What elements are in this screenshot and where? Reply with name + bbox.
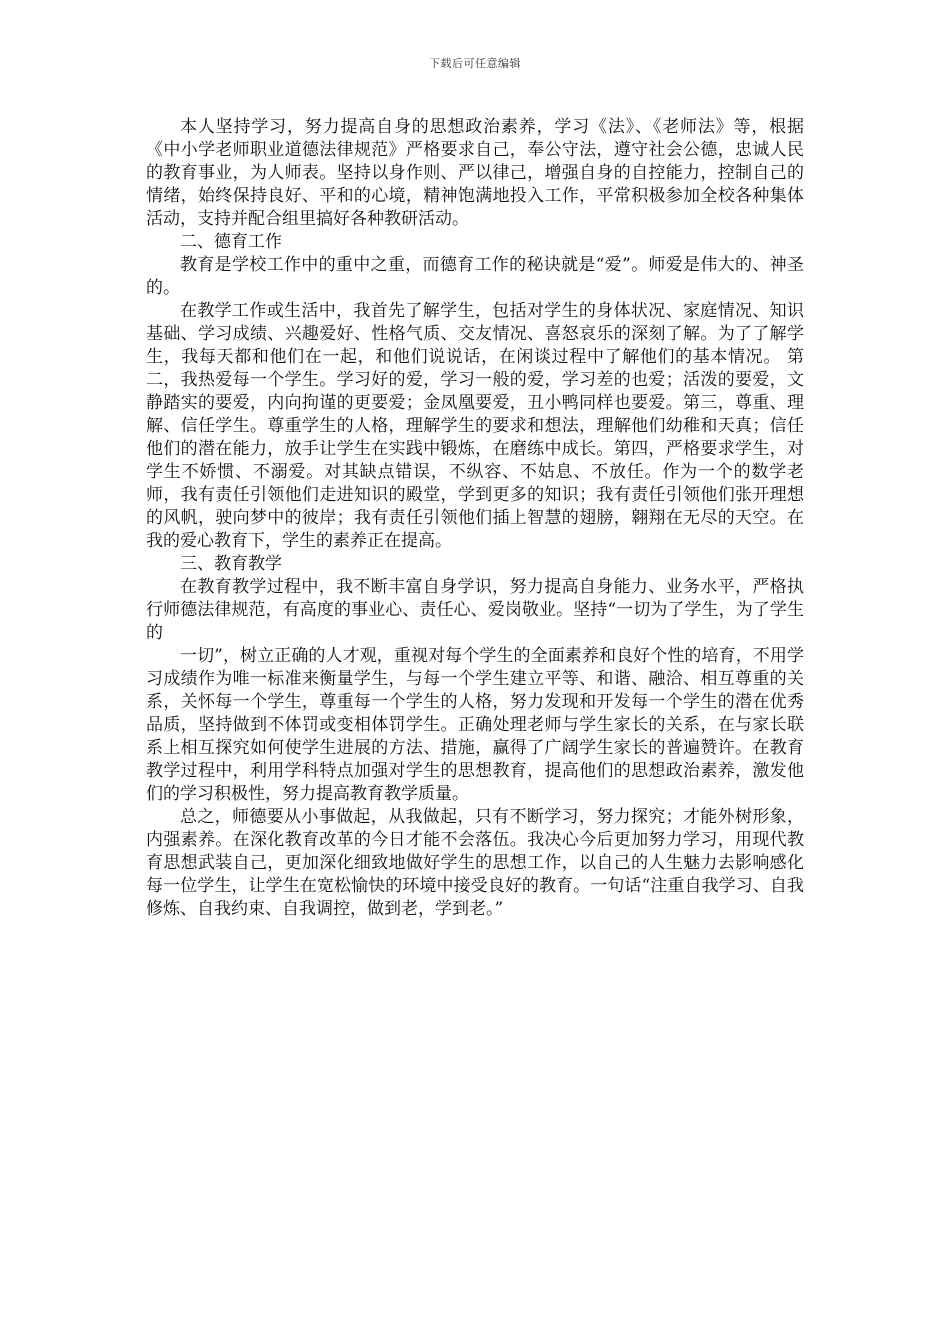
paragraph-intro: 本人坚持学习，努力提高自身的思想政治素养，学习《法》、《老师法》等，根据《中小学老师职业道德法律规范》严格要求自己，奉公守法，遵守社会公德，忠诚人民的教育事业，为人师表。坚持以身作则、严以律己，增强自身的自控能力，控制自己的情绪，始终保持良好、平和的心境，精神饱满地投入工作，平常积极参加全校各种集体活动，支持并配合组里搞好各种教研活动。 (146, 117, 804, 229)
paragraph-understanding-students: 在教学工作或生活中，我首先了解学生，包括对学生的身体状况、家庭情况、知识基础、学习成绩、兴趣爱好、性格气质、交友情况、喜怒哀乐的深刻了解。为了了解学生，我每天都和他们在一起，和他们说说话，在闲谈过程中了解他们的基本情况。 第二，我热爱每一个学生。学习好的爱，学习一般的爱，学习差的也爱；活泼的要爱，文静踏实的要爱，内向拘谨的更要爱；金凤凰要爱，丑小鸭同样也要爱。第三，尊重、理解、信任学生。尊重学生的人格，理解学生的要求和想法，理解他们幼稚和天真；信任他们的潜在能力，放手让学生在实践中锻炼，在磨练中成长。第四，严格要求学生，对学生不娇惯、不溺爱。对其缺点错误，不纵容、不姑息、不放任。作为一个的数学老师，我有责任引领他们走进知识的殿堂，学到更多的知识；我有责任引领他们张开理想的风帆，驶向梦中的彼岸；我有责任引领他们插上智慧的翅膀，翱翔在无尽的天空。在我的爱心教育下，学生的素养正在提高。 (146, 301, 804, 551)
page-header: 下载后可任意编辑 (429, 57, 521, 70)
paragraph-conclusion: 总之，师德要从小事做起，从我做起，只有不断学习，努力探究；才能外树形象，内强素养。在深化教育改革的今日才能不会落伍。我决心今后更加努力学习，用现代教育思想武装自己，更加深化细致地做好学生的思想工作，以自己的人生魅力去影响感化每一位学生，让学生在宽松愉快的环境中接受良好的教育。一句话“注重自我学习、自我修炼、自我约束、自我调控，做到老，学到老。” (146, 807, 804, 919)
paragraph-moral-love: 教育是学校工作中的重中之重，而德育工作的秘诀就是“爱”。师爱是伟大的、神圣的。 (146, 255, 804, 298)
section-heading-moral-education: 二、德育工作 (180, 232, 282, 252)
document-body (146, 116, 804, 921)
paragraph-teaching-process: 在教育教学过程中，我不断丰富自身学识，努力提高自身能力、业务水平，严格执行师德法律规范，有高度的事业心、责任心、爱岗敬业。坚持“一切为了学生，为了学生的 (146, 577, 804, 643)
paragraph-teaching-continued: 一切”，树立正确的人才观，重视对每个学生的全面素养和良好个性的培育，不用学习成绩作为唯一标准来衡量学生，与每一个学生建立平等、和谐、融洽、相互尊重的关系，关怀每一个学生，尊重每一个学生的人格，努力发现和开发每一个学生的潜在优秀品质，坚持做到不体罚或变相体罚学生。正确处理老师与学生家长的关系，在与家长联系上相互探究如何使学生进展的方法、措施，赢得了广阔学生家长的普遍赞许。在教育教学过程中，利用学科特点加强对学生的思想教育，提高他们的思想政治素养，激发他们的学习积极性，努力提高教育教学质量。 (146, 646, 804, 804)
section-heading-teaching: 三、教育教学 (180, 554, 282, 574)
